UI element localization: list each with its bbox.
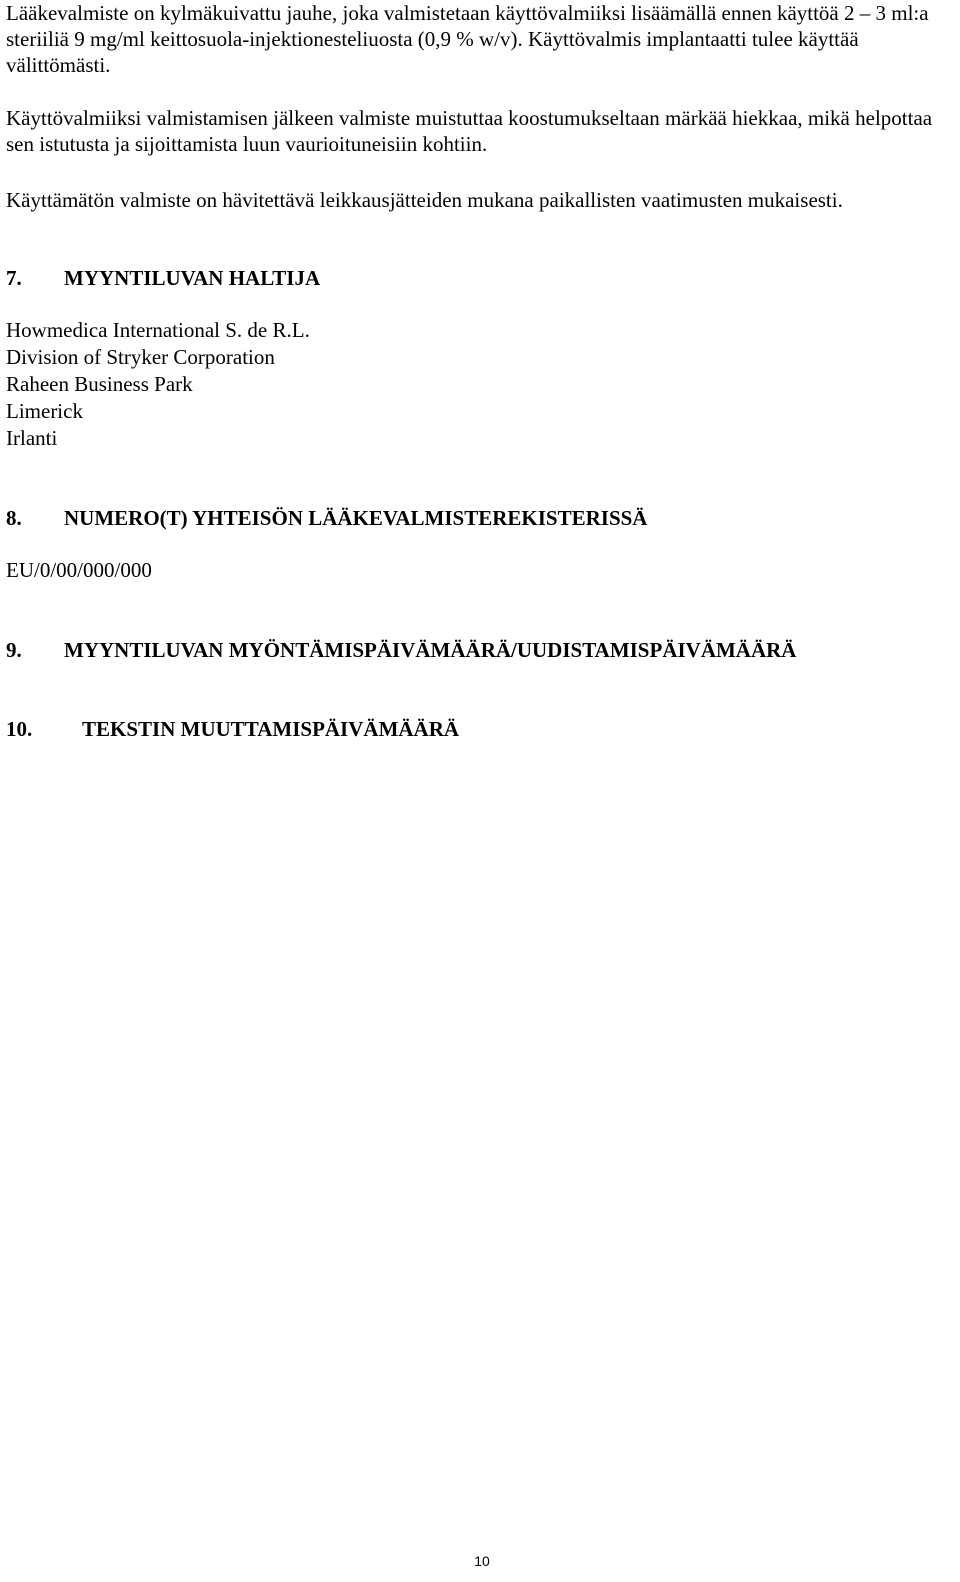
section-7-number: 7.	[6, 266, 22, 290]
page-footer	[0, 1552, 960, 1570]
section-9-number: 9.	[6, 638, 22, 662]
section-7-heading	[6, 265, 320, 291]
page-number: 10	[474, 1553, 490, 1569]
address-line-company: Howmedica International S. de R.L.	[6, 318, 310, 342]
address-line-country: Irlanti	[6, 426, 58, 450]
section-7-title: MYYNTILUVAN HALTIJA	[64, 266, 321, 290]
section-10-title: TEKSTIN MUUTTAMISPÄIVÄMÄÄRÄ	[82, 717, 460, 741]
paragraph-reconstitution: Lääkevalmiste on kylmäkuivattu jauhe, joka valmistetaan käyttövalmiiksi lisäämällä ennen käyttöä 2 – 3 ml:a steriiliä 9 mg/ml keittosuola-injektionesteliuosta (0,9 % w/v). Käyttövalmis implantaatti tulee käyttää välittömästi.	[6, 1, 929, 77]
section-8-title: NUMERO(T) YHTEISÖN LÄÄKEVALMISTEREKISTERISSÄ	[64, 506, 648, 530]
section-10-number: 10.	[6, 717, 33, 741]
address-line-city: Limerick	[6, 399, 83, 423]
address-line-street: Raheen Business Park	[6, 372, 193, 396]
section-8-number: 8.	[6, 506, 22, 530]
address-line-division: Division of Stryker Corporation	[6, 345, 275, 369]
registration-number: EU/0/00/000/000	[6, 558, 152, 582]
section-9-heading	[6, 637, 796, 663]
section-9-title: MYYNTILUVAN MYÖNTÄMISPÄIVÄMÄÄRÄ/UUDISTAMISPÄIVÄMÄÄRÄ	[64, 638, 797, 662]
marketing-authorisation-holder-address	[6, 317, 310, 452]
paragraph-disposal: Käyttämätön valmiste on hävitettävä leikkausjätteiden mukana paikallisten vaatimusten mukaisesti.	[6, 188, 843, 212]
section-10-heading	[6, 716, 459, 742]
section-8-heading	[6, 505, 647, 531]
paragraph-consistency: Käyttövalmiiksi valmistamisen jälkeen valmiste muistuttaa koostumukseltaan märkää hiekkaa, mikä helpottaa sen istutusta ja sijoittamista luun vaurioituneisiin kohtiin.	[6, 106, 933, 156]
